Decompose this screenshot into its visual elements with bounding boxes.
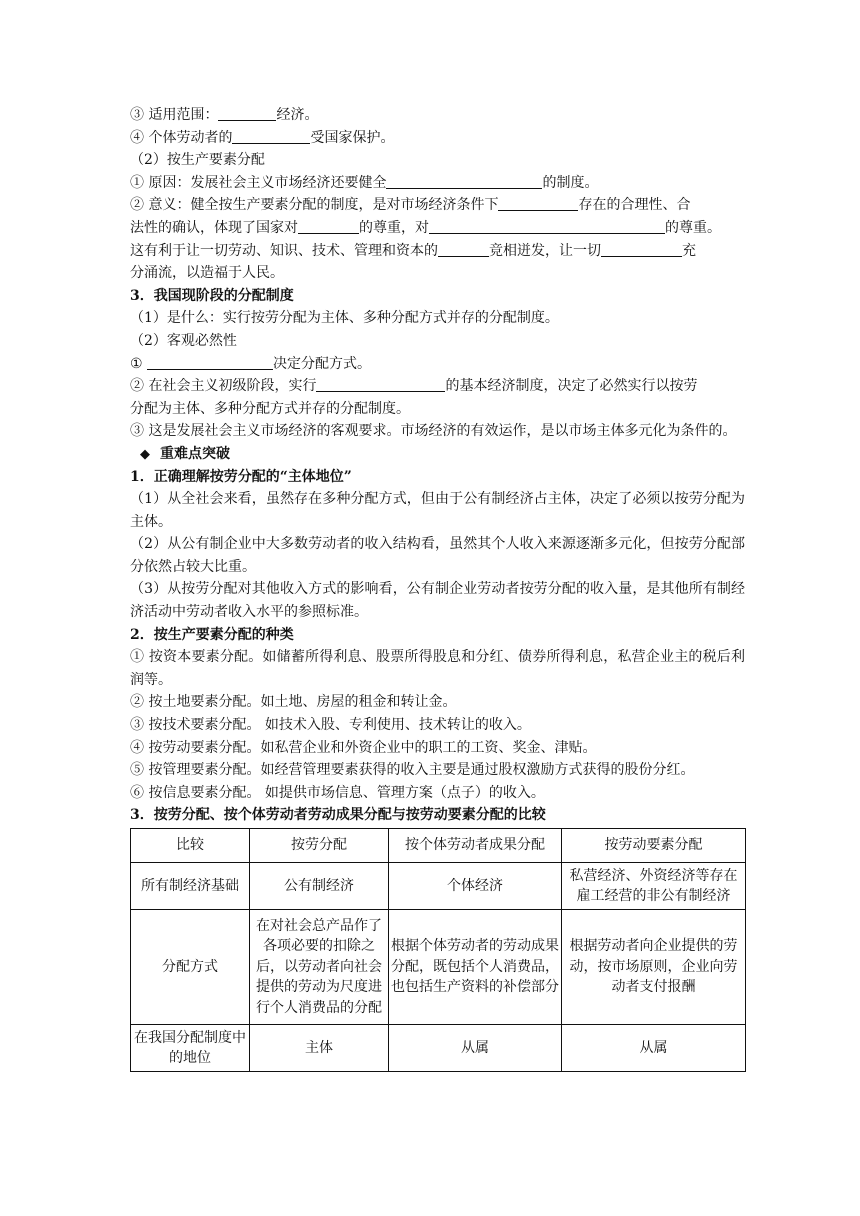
fill-blank[interactable]: [386, 173, 542, 189]
text: 的基本经济制度，决定了必然实行以按劳: [445, 378, 698, 395]
text: 法性的确认，体现了国家对: [130, 219, 298, 236]
table-cell: 从属: [389, 1025, 562, 1072]
factor-title: （2）按生产要素分配: [130, 152, 265, 169]
table-cell: 公有制经济: [250, 863, 389, 910]
text: 的尊重。: [665, 219, 721, 236]
table-header-row: [131, 829, 746, 863]
fill-blank[interactable]: [232, 128, 310, 144]
text: 的制度。: [542, 174, 599, 191]
key-h2: 2．按生产要素分配的种类: [130, 626, 294, 643]
table-header: 按个体劳动者成果分配: [389, 829, 562, 863]
scope-line: [130, 104, 745, 127]
text: ② 意义：健全按生产要素分配的制度，是对市场经济条件下: [130, 197, 499, 214]
table-cell: 根据劳动者向企业提供的劳动，按市场原则，企业向劳动者支付报酬: [562, 910, 746, 1025]
factor-3: ③ 按技术要素分配。 如技术入股、专利使用、技术转让的收入。: [130, 717, 531, 734]
table-header: 按劳分配: [250, 829, 389, 863]
diamond-icon: ◆: [140, 446, 150, 462]
reason-line: [130, 172, 745, 195]
text: 重难点突破: [160, 445, 230, 462]
text: 决定分配方式。: [273, 355, 372, 372]
table-cell: 根据个体劳动者的劳动成果分配，既包括个人消费品，也包括生产资料的补偿部分: [389, 910, 562, 1025]
fill-blank[interactable]: [316, 376, 445, 392]
table-cell: 在对社会总产品作了各项必要的扣除之后，以劳动者向社会提供的劳动为尺度进行个人消费品的分配: [250, 910, 389, 1025]
factor-2: ② 按土地要素分配。如土地、房屋的租金和转让金。: [130, 694, 457, 711]
comparison-table: [130, 828, 746, 1072]
meaning-line-3: [130, 240, 745, 263]
table-cell: 所有制经济基础: [131, 863, 250, 910]
text: 存在的合理性、合: [578, 197, 691, 214]
text: ④ 个体劳动者的: [130, 129, 233, 146]
text: 的尊重，对: [359, 219, 429, 236]
text: ①: [130, 355, 143, 372]
item2-cont: 分配为主体、多种分配方式并存的分配制度。: [130, 400, 410, 417]
fill-blank[interactable]: [218, 105, 276, 121]
document-page: [130, 104, 745, 1072]
text: 充: [682, 242, 696, 259]
factor-5: ⑤ 按管理要素分配。如经营管理要素获得的收入主要是通过股权激励方式获得的股份分红。: [130, 762, 695, 779]
meaning-line-4: 分涌流，以造福于人民。: [130, 265, 284, 282]
table-row: [131, 863, 746, 910]
fill-blank[interactable]: [498, 195, 578, 211]
meaning-line-1: [130, 194, 745, 217]
fill-blank[interactable]: [147, 354, 273, 370]
key-heading: [130, 443, 745, 466]
text: ③ 适用范围：: [130, 107, 219, 123]
table-cell: 主体: [250, 1025, 389, 1072]
key-h3: 3．按劳分配、按个体劳动者劳动成果分配与按劳动要素分配的比较: [130, 807, 546, 824]
text: 竞相迸发，让一切: [489, 242, 601, 259]
text: 受国家保护。: [310, 129, 395, 146]
text: ② 在社会主义初级阶段，实行: [130, 378, 317, 395]
text: 这有利于让一切劳动、知识、技术、管理和资本的: [130, 242, 438, 259]
fill-blank[interactable]: [298, 218, 359, 234]
text: ① 原因：发展社会主义市场经济还要健全: [130, 174, 387, 191]
section-3-heading: 3．我国现阶段的分配制度: [130, 287, 294, 304]
meaning-line-2: [130, 217, 745, 240]
table-header: 按劳动要素分配: [562, 829, 746, 863]
key-p1: （1）从全社会来看，虽然存在多种分配方式，但由于公有制经济占主体，决定了必须以按劳分配为主体。: [130, 491, 745, 530]
protect-line: [130, 127, 745, 150]
factor-1: ① 按资本要素分配。如储蓄所得利息、股票所得股息和分红、债券所得利息，私营企业主的税后利润等。: [130, 649, 745, 688]
table-cell: 分配方式: [131, 910, 250, 1025]
table-row: [131, 910, 746, 1025]
item3-para: ③ 这是发展社会主义市场经济的客观要求。市场经济的有效运作，是以市场主体多元化为条件的。: [130, 423, 737, 440]
factor-4: ④ 按劳动要素分配。如私营企业和外资企业中的职工的工资、奖金、津贴。: [130, 739, 597, 756]
table-cell: 私营经济、外资经济等存在雇工经营的非公有制经济: [562, 863, 746, 910]
table-cell: 在我国分配制度中的地位: [131, 1025, 250, 1072]
table-cell: 从属: [562, 1025, 746, 1072]
table-row: [131, 1025, 746, 1072]
key-h1: 1．正确理解按劳分配的“主体地位”: [130, 468, 352, 485]
fill-blank[interactable]: [601, 241, 682, 257]
what-line: （1）是什么：实行按劳分配为主体、多种分配方式并存的分配制度。: [130, 310, 559, 327]
fill-blank[interactable]: [429, 218, 665, 234]
fill-blank[interactable]: [438, 241, 489, 257]
text: 经济。: [276, 107, 319, 123]
key-p3: （3）从按劳分配对其他收入方式的影响看，公有制企业劳动者按劳分配的收入量，是其他所有制经济活动中劳动者收入水平的参照标准。: [130, 581, 745, 621]
table-header: 比较: [131, 829, 250, 863]
item2-line: [130, 375, 745, 398]
item1-line: [130, 353, 745, 376]
factor-6: ⑥ 按信息要素分配。 如提供市场信息、管理方案（点子）的收入。: [130, 784, 545, 801]
table-cell: 个体经济: [389, 863, 562, 910]
necessity-title: （2）客观必然性: [130, 332, 237, 349]
key-p2: （2）从公有制企业中大多数劳动者的收入结构看，虽然其个人收入来源逐渐多元化，但按劳分配部分依然占较大比重。: [130, 536, 745, 575]
